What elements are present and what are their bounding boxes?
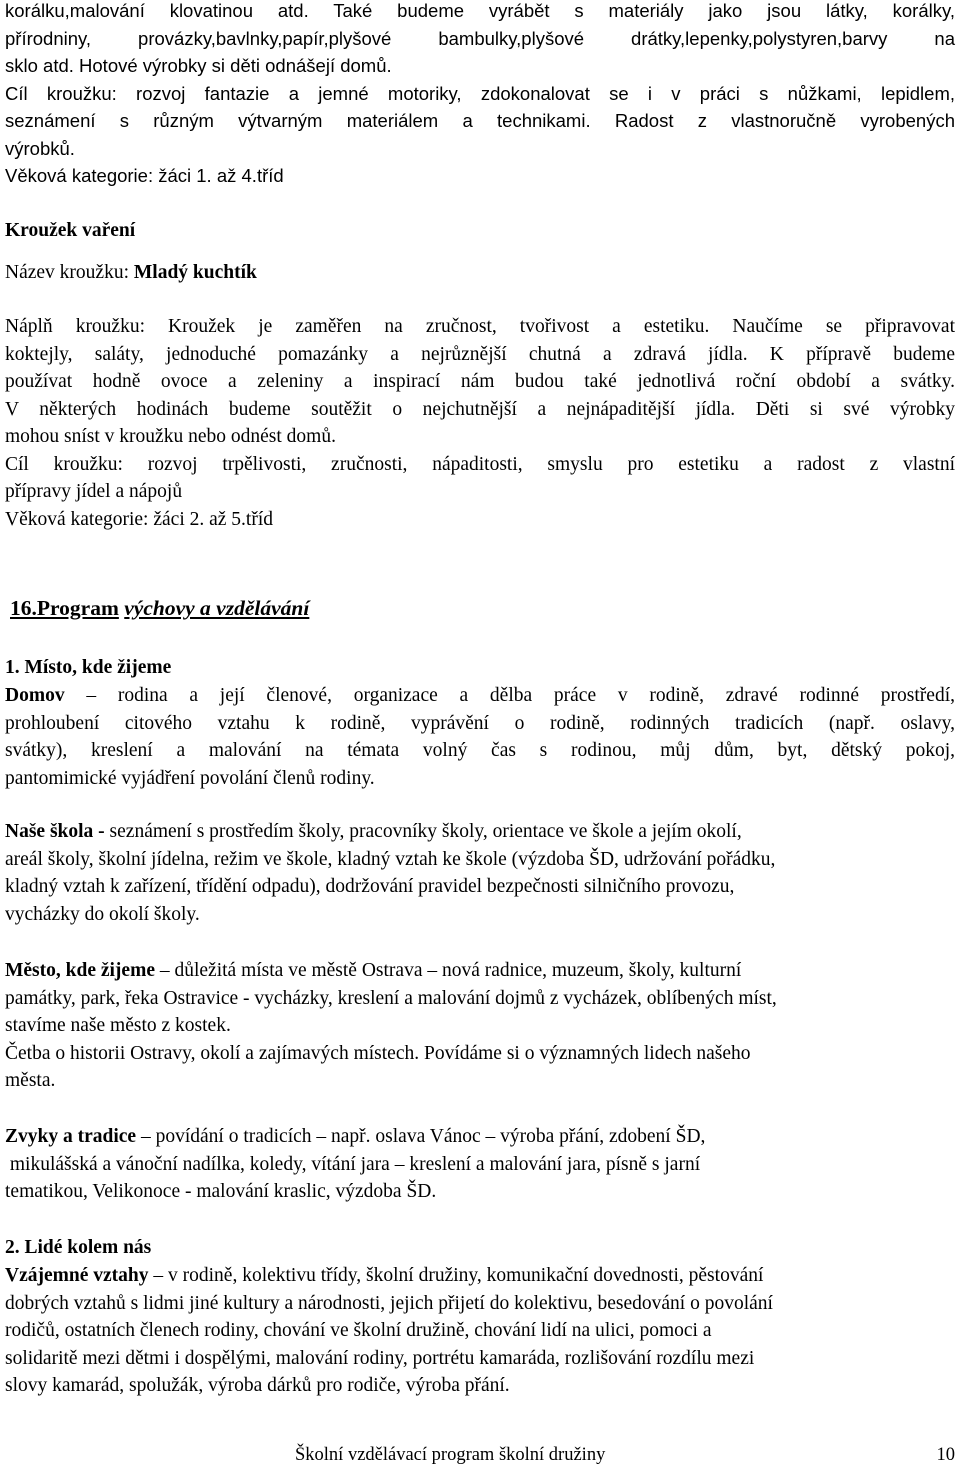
text-line: solidaritě mezi dětmi i dospělými, malování rodiny, portrétu kamaráda, rozlišování rozdílu mezi	[5, 1347, 755, 1369]
text-line: pantomimické vyjádření povolání členů rodiny.	[5, 767, 375, 789]
page-footer	[5, 1442, 955, 1468]
craft-club-paragraph	[5, 0, 955, 190]
text-line: Domov – rodina a její členové, organizace a dělba práce v rodině, zdravé rodinné prostředí,	[5, 685, 955, 706]
text-line: mohou sníst v kroužku nebo odnést domů.	[5, 426, 336, 447]
text-line: tematikou, Velikonoce - malování kraslic, výzdoba ŠD.	[5, 1181, 437, 1202]
program-number: 16.Program	[10, 596, 119, 620]
text-line: používat hodně ovoce a zeleniny a inspirací nám budou také jednotlivá roční období a svátky.	[5, 371, 955, 392]
vztahy-paragraph	[5, 1262, 955, 1400]
text-line: dobrých vztahů s lidmi jiné kultury a národnosti, jejich přijetí do kolektivu, besedování o povolání	[5, 1292, 773, 1314]
zvyky-label: Zvyky a tradice	[5, 1126, 137, 1147]
skola-paragraph	[5, 818, 955, 928]
text-line: Četba o historii Ostravy, okolí a zajímavých místech. Povídáme si o významných lidech našeho	[5, 1042, 751, 1064]
text-line: Vzájemné vztahy – v rodině, kolektivu třídy, školní družiny, komunikační dovednosti, pěstování	[5, 1265, 764, 1286]
text-line: sklo atd. Hotové výrobky si děti odnášejí domů.	[5, 55, 392, 76]
cooking-club-heading	[5, 217, 955, 245]
text-line: V některých hodinách budeme soutěžit o nejchutnější a nejnápaditější jídla. Děti si své výrobky	[5, 398, 955, 420]
age-category: Věková kategorie: žáci 2. až 5.tříd	[5, 508, 274, 530]
mesto-label: Město, kde žijeme	[5, 960, 155, 981]
text-line: rodičů, ostatních členech rodiny, chování ve školní družině, chování lidí na ulici, pomoci a	[5, 1320, 712, 1341]
text-line: koktejly, saláty, jednoduché pomazánky a nejrůznější chutná a zdravá jídla. K přípravě budeme	[5, 343, 955, 365]
footer-title: Školní vzdělávací program školní družiny	[295, 1445, 606, 1465]
text-line: přípravy jídel a nápojů	[5, 481, 183, 502]
text-line: vycházky do okolí školy.	[5, 903, 200, 925]
section-heading: 1. Místo, kde žijeme	[5, 657, 172, 678]
skola-label: Naše škola -	[5, 821, 110, 842]
text-line: slovy kamarád, spolužák, výroba dárků pro rodiče, výroba přání.	[5, 1375, 510, 1396]
text-line: korálku,malování klovatinou atd. Také budeme vyrábět s materiály jako jsou látky, korálky,	[5, 0, 955, 21]
cooking-club-paragraph	[5, 313, 955, 533]
program-heading	[5, 594, 955, 622]
program-title: výchovy a vzdělávání	[124, 596, 310, 620]
domov-paragraph	[5, 682, 955, 792]
text-line: prohloubení citového vztahu k rodině, vyprávění o rodině, rodinných tradicích (např. oslavy,	[5, 712, 955, 734]
text-line: svátky), kreslení a malování na témata volný čas s rodinou, můj dům, byt, dětský pokoj,	[5, 740, 955, 761]
section-1-heading	[5, 654, 955, 682]
page-number: 10	[936, 1445, 955, 1465]
text-line: města.	[5, 1070, 56, 1091]
text-line: kladný vztah k zařízení, třídění odpadu), dodržování pravidel bezpečnosti silničního provozu,	[5, 876, 735, 897]
section-2-heading	[5, 1234, 955, 1262]
text-line: Cíl kroužku: rozvoj fantazie a jemné motoriky, zdokonalovat se i v práci s nůžkami, lepidlem,	[5, 82, 955, 104]
text-line: památky, park, řeka Ostravice - vycházky, kreslení a malování dojmů z vycházek, oblíbených míst,	[5, 987, 777, 1009]
text-line: areál školy, školní jídelna, režim ve škole, kladný vztah ke škole (výzdoba ŠD, udržování pořádku,	[5, 848, 776, 870]
cooking-club-name	[5, 259, 955, 287]
text-line: stavíme naše město z kostek.	[5, 1015, 231, 1036]
domov-label: Domov	[5, 685, 65, 706]
text-line: Město, kde žijeme – důležitá místa ve městě Ostrava – nová radnice, muzeum, školy, kulturní	[5, 960, 742, 981]
age-category: Věková kategorie: žáci 1. až 4.tříd	[5, 165, 284, 186]
text-line: výrobků.	[5, 137, 75, 159]
club-name-label: Název kroužku:	[5, 262, 134, 283]
text-line: přírodniny, provázky,bavlnky,papír,plyšové bambulky,plyšové drátky,lepenky,polystyren,barvy na	[5, 27, 955, 49]
vztahy-label: Vzájemné vztahy	[5, 1265, 149, 1286]
text-line: Naše škola - seznámení s prostředím školy, pracovníky školy, orientace ve škole a jejím okolí,	[5, 821, 742, 842]
text-line: mikulášská a vánoční nadílka, koledy, vítání jara – kreslení a malování jara, písně s jarní	[5, 1153, 701, 1175]
zvyky-paragraph	[5, 1123, 955, 1206]
mesto-paragraph	[5, 957, 955, 1095]
club-name-value: Mladý kuchtík	[133, 262, 257, 283]
section-heading: 2. Lidé kolem nás	[5, 1237, 152, 1258]
text-line: seznámení s různým výtvarným materiálem a technikami. Radost z vlastnoručně vyrobených	[5, 110, 955, 131]
section-heading: Kroužek vaření	[5, 220, 136, 241]
text-line: Náplň kroužku: Kroužek je zaměřen na zručnost, tvořivost a estetiku. Naučíme se připravovat	[5, 316, 955, 337]
text-line: Zvyky a tradice – povídání o tradicích – např. oslava Vánoc – výroba přání, zdobení ŠD,	[5, 1126, 706, 1147]
text-line: Cíl kroužku: rozvoj trpělivosti, zručnosti, nápaditosti, smyslu pro estetiku a radost z vlastní	[5, 453, 955, 475]
